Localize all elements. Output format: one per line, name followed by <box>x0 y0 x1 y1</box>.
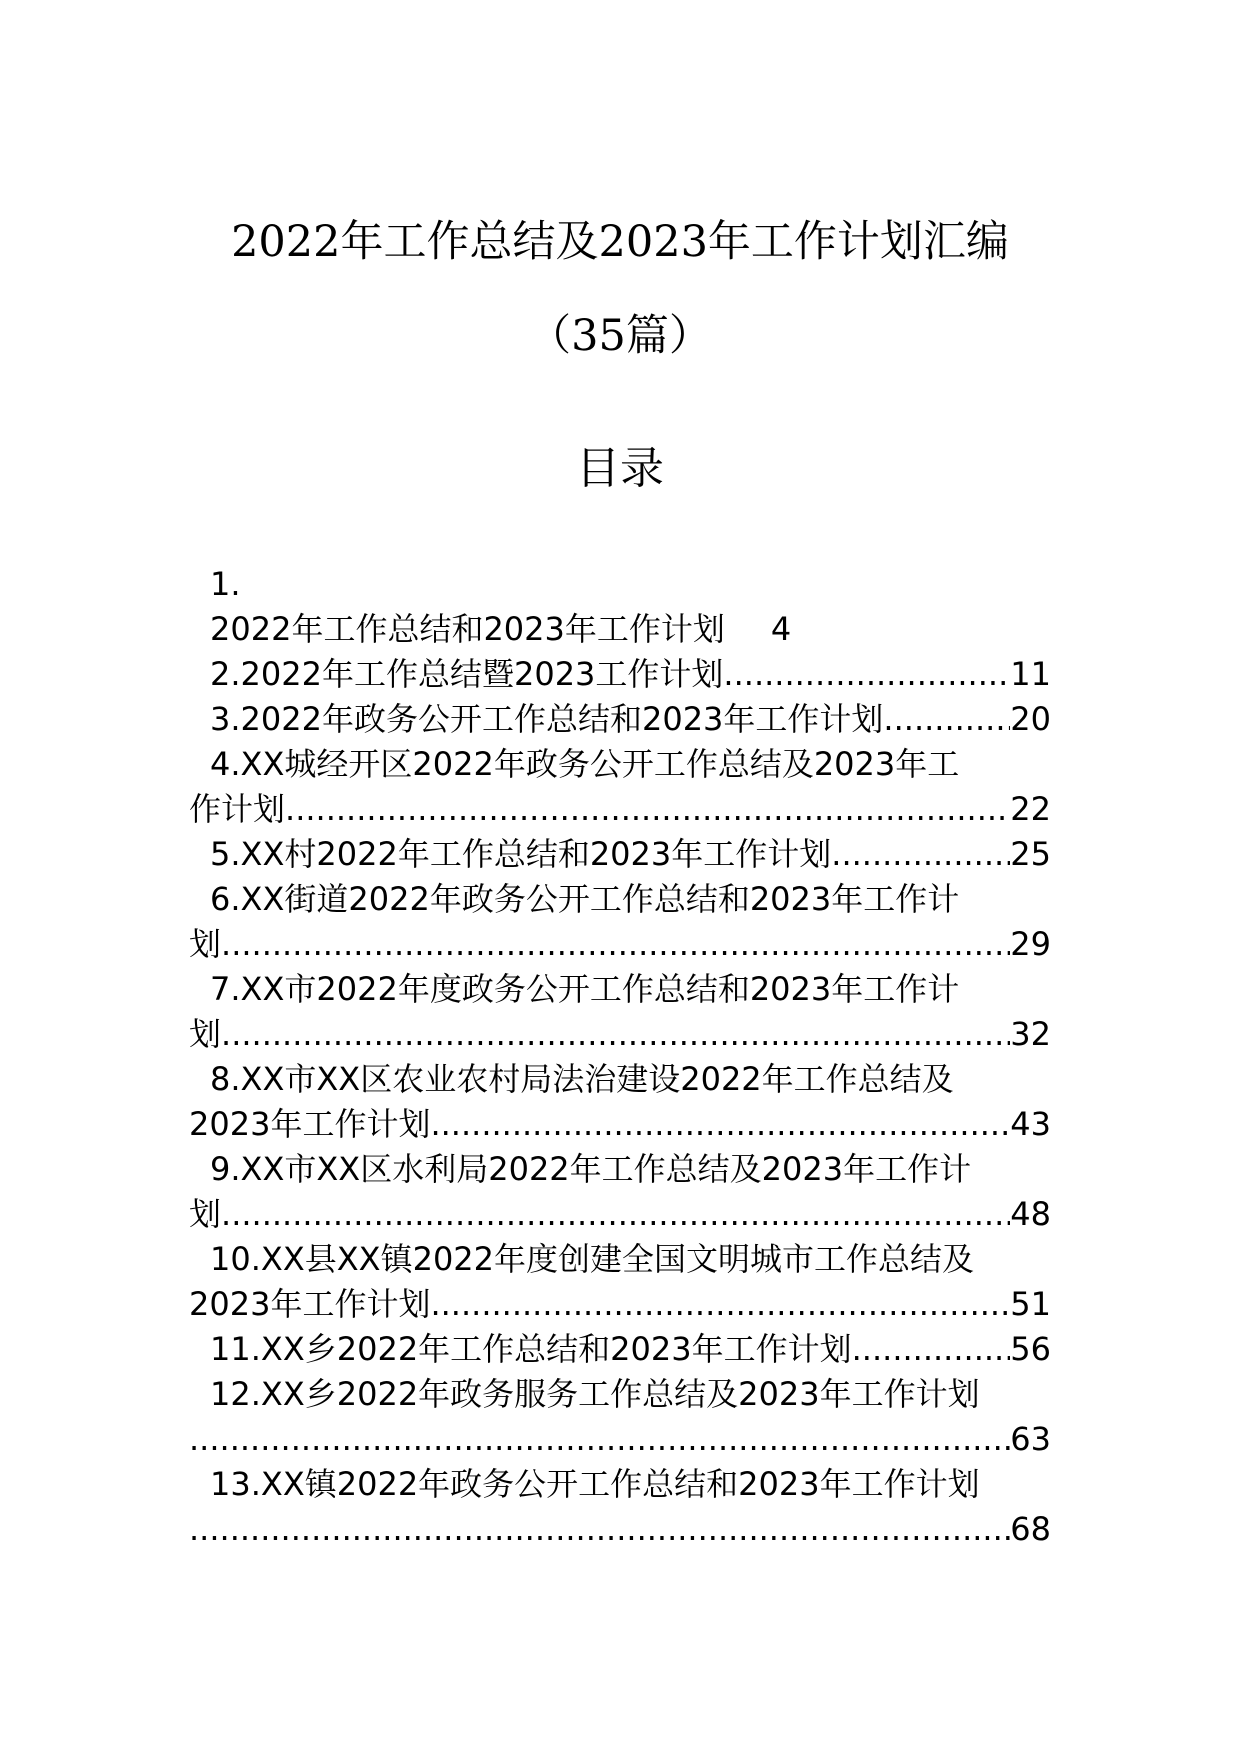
toc-entry-6-page: 29 <box>1010 925 1051 963</box>
toc-heading: 目录 <box>576 443 664 494</box>
toc-entry-7-page: 32 <box>1010 1015 1051 1053</box>
toc-entry-12[interactable] <box>189 1372 1051 1417</box>
toc-entry-6-title-cont: 划 <box>189 925 222 963</box>
toc-entry-3-title: 3.2022年政务公开工作总结和2023年工作计划 <box>210 700 884 738</box>
toc-entry-7[interactable] <box>189 967 1051 1012</box>
toc-leader-dots <box>221 922 1010 967</box>
toc-entry-4-title-cont: 作计划 <box>189 790 286 828</box>
toc-entry-7-title-cont: 划 <box>189 1015 222 1053</box>
toc-entry-4[interactable] <box>189 742 1051 787</box>
toc-entry-9-title: 9.XX市XX区水利局2022年工作总结及2023年工作计 <box>210 1150 972 1188</box>
toc-leader-dots <box>221 1012 1010 1057</box>
toc-entry-9[interactable] <box>189 1147 1051 1192</box>
toc-entry-7-continuation[interactable] <box>189 1012 1051 1057</box>
toc-entry-11[interactable] <box>189 1327 1051 1372</box>
toc-leader-dots <box>831 832 1010 877</box>
toc-entry-1-continuation[interactable] <box>189 607 1051 652</box>
toc-entry-2[interactable] <box>189 652 1051 697</box>
toc-entry-6[interactable] <box>189 877 1051 922</box>
toc-entry-8[interactable] <box>189 1057 1051 1102</box>
toc-entry-6-continuation[interactable] <box>189 922 1051 967</box>
toc-leader-dots <box>883 697 1010 742</box>
toc-entry-9-continuation[interactable] <box>189 1192 1051 1237</box>
toc-entry-3-page: 20 <box>1010 700 1051 738</box>
toc-entry-1-page: 4 <box>770 610 792 648</box>
toc-leader-dots <box>285 787 1010 832</box>
document-subtitle: （35篇） <box>528 311 712 361</box>
toc-leader-dots <box>221 1192 1010 1237</box>
toc-entry-7-title: 7.XX市2022年度政务公开工作总结和2023年工作计 <box>210 970 960 1008</box>
document-title: 2022年工作总结及2023年工作计划汇编 <box>231 217 1009 267</box>
toc-entry-4-page: 22 <box>1010 790 1051 828</box>
toc-entry-5[interactable] <box>189 832 1051 877</box>
toc-entry-11-page: 56 <box>1010 1330 1051 1368</box>
toc-entry-10-title: 10.XX县XX镇2022年度创建全国文明城市工作总结及 <box>210 1240 975 1278</box>
toc-entry-10[interactable] <box>189 1237 1051 1282</box>
toc-entry-13-continuation[interactable] <box>189 1507 1051 1552</box>
toc-entry-9-title-cont: 划 <box>189 1195 222 1233</box>
toc-leader-dots <box>189 1507 1010 1552</box>
toc-entry-1-title: 2022年工作总结和2023年工作计划 <box>210 610 725 648</box>
toc-entry-6-title: 6.XX街道2022年政务公开工作总结和2023年工作计 <box>210 880 960 918</box>
toc-leader-dots <box>189 1417 1010 1462</box>
table-of-contents <box>189 562 1051 1552</box>
toc-entry-8-page: 43 <box>1010 1105 1051 1143</box>
toc-entry-1-number: 1. <box>210 565 241 603</box>
toc-leader-dots <box>852 1327 1011 1372</box>
toc-entry-4-title: 4.XX城经开区2022年政务公开工作总结及2023年工 <box>210 745 960 783</box>
toc-entry-10-page: 51 <box>1010 1285 1051 1323</box>
toc-leader-dots <box>723 652 1010 697</box>
toc-entry-8-title: 8.XX市XX区农业农村局法治建设2022年工作总结及 <box>210 1060 954 1098</box>
toc-entry-13-page: 68 <box>1010 1510 1051 1548</box>
toc-entry-2-page: 11 <box>1010 655 1051 693</box>
toc-entry-1[interactable] <box>189 562 1051 607</box>
toc-leader-dots <box>430 1102 1010 1147</box>
toc-entry-12-title: 12.XX乡2022年政务服务工作总结及2023年工作计划 <box>210 1375 980 1413</box>
toc-entry-9-page: 48 <box>1010 1195 1051 1233</box>
toc-entry-12-continuation[interactable] <box>189 1417 1051 1462</box>
toc-entry-2-title: 2.2022年工作总结暨2023工作计划 <box>210 655 724 693</box>
toc-entry-10-title-cont: 2023年工作计划 <box>189 1285 431 1323</box>
toc-entry-11-title: 11.XX乡2022年工作总结和2023年工作计划 <box>210 1330 852 1368</box>
toc-entry-5-title: 5.XX村2022年工作总结和2023年工作计划 <box>210 835 832 873</box>
toc-entry-5-page: 25 <box>1010 835 1051 873</box>
toc-entry-4-continuation[interactable] <box>189 787 1051 832</box>
toc-entry-3[interactable] <box>189 697 1051 742</box>
toc-entry-10-continuation[interactable] <box>189 1282 1051 1327</box>
toc-entry-13[interactable] <box>189 1462 1051 1507</box>
toc-entry-8-continuation[interactable] <box>189 1102 1051 1147</box>
toc-entry-13-title: 13.XX镇2022年政务公开工作总结和2023年工作计划 <box>210 1465 980 1503</box>
toc-entry-8-title-cont: 2023年工作计划 <box>189 1105 431 1143</box>
toc-leader-dots <box>430 1282 1010 1327</box>
toc-entry-12-page: 63 <box>1010 1420 1051 1458</box>
